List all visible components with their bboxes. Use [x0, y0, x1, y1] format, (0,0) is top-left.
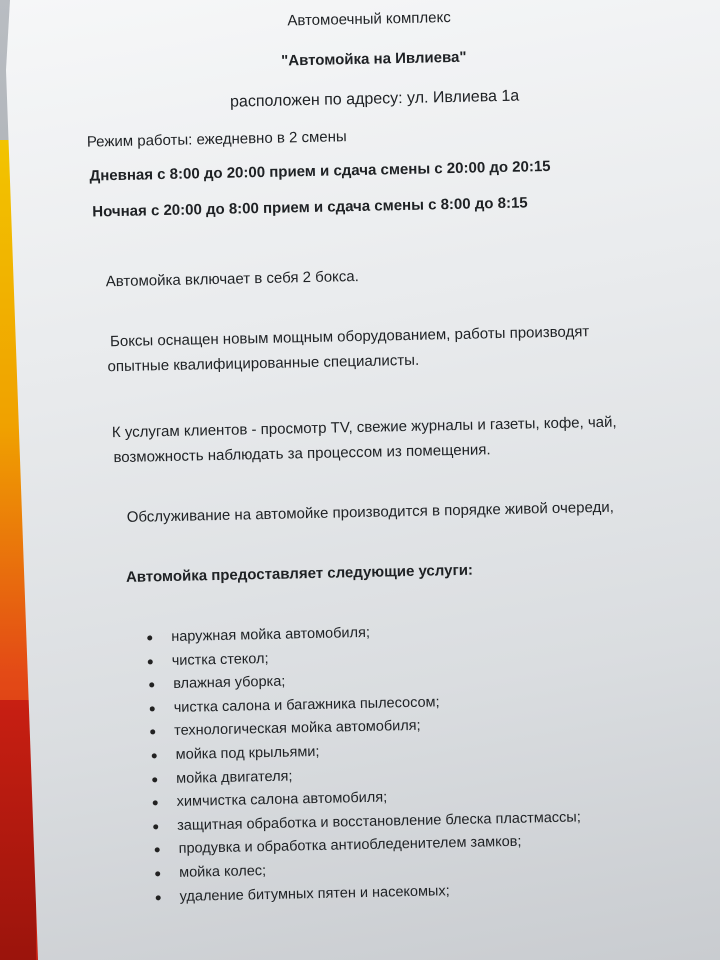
- list-item: [179, 881, 449, 907]
- amenities-line-1: К услугам клиентов - просмотр TV, свежие журналы и газеты, кофе, чай,: [111, 413, 617, 442]
- service-label: влажная уборка;: [173, 673, 286, 693]
- service-label: технологическая мойка автомобиля;: [174, 718, 421, 740]
- service-label: продувка и обработка антиобледенителем замков;: [178, 834, 522, 858]
- address-line: расположен по адресу: ул. Ивлиева 1а: [229, 87, 520, 111]
- business-name: "Автомойка на Ивлиева": [281, 48, 467, 70]
- day-shift: Дневная с 8:00 до 20:00 прием и сдача смены с 20:00 до 20:15: [89, 157, 551, 185]
- amenities-line-2: возможность наблюдать за процессом из помещения.: [113, 441, 491, 467]
- list-item: [176, 788, 387, 812]
- service-label: удаление битумных пятен и насекомых;: [179, 882, 450, 905]
- list-item: [176, 742, 320, 765]
- service-label: мойка колес;: [179, 863, 267, 881]
- list-item: [174, 716, 421, 741]
- list-item: [171, 623, 370, 647]
- list-item: [172, 649, 269, 671]
- list-item: [179, 861, 266, 883]
- boxes-info: Автомойка включает в себя 2 бокса.: [105, 267, 360, 291]
- service-label: химчистка салона автомобиля;: [176, 789, 388, 811]
- queue-info: Обслуживание на автомойке производится в порядке живой очереди,: [126, 498, 614, 526]
- service-label: наружная мойка автомобиля;: [171, 624, 371, 645]
- list-item: [174, 692, 440, 718]
- service-label: мойка под крыльями;: [175, 743, 320, 763]
- equipment-line-1: Боксы оснащен новым мощным оборудованием, работы производят: [109, 323, 590, 351]
- list-item: [178, 832, 521, 859]
- service-label: защитная обработка и восстановление блеска пластмассы;: [177, 809, 581, 834]
- list-item: [176, 766, 293, 788]
- complex-label: Автомоечный комплекс: [287, 8, 451, 30]
- list-item: [173, 672, 286, 694]
- service-label: чистка стекол;: [171, 650, 269, 669]
- night-shift: Ночная с 20:00 до 8:00 прием и сдача смены с 8:00 до 8:15: [92, 194, 528, 221]
- services-heading: Автомойка предоставляет следующие услуги:: [125, 561, 474, 586]
- equipment-line-2: опытные квалифицированные специалисты.: [107, 351, 420, 376]
- work-mode: Режим работы: ежедневно в 2 смены: [86, 128, 347, 151]
- service-label: мойка двигателя;: [176, 768, 293, 787]
- service-label: чистка салона и багажника пылесосом;: [173, 694, 440, 716]
